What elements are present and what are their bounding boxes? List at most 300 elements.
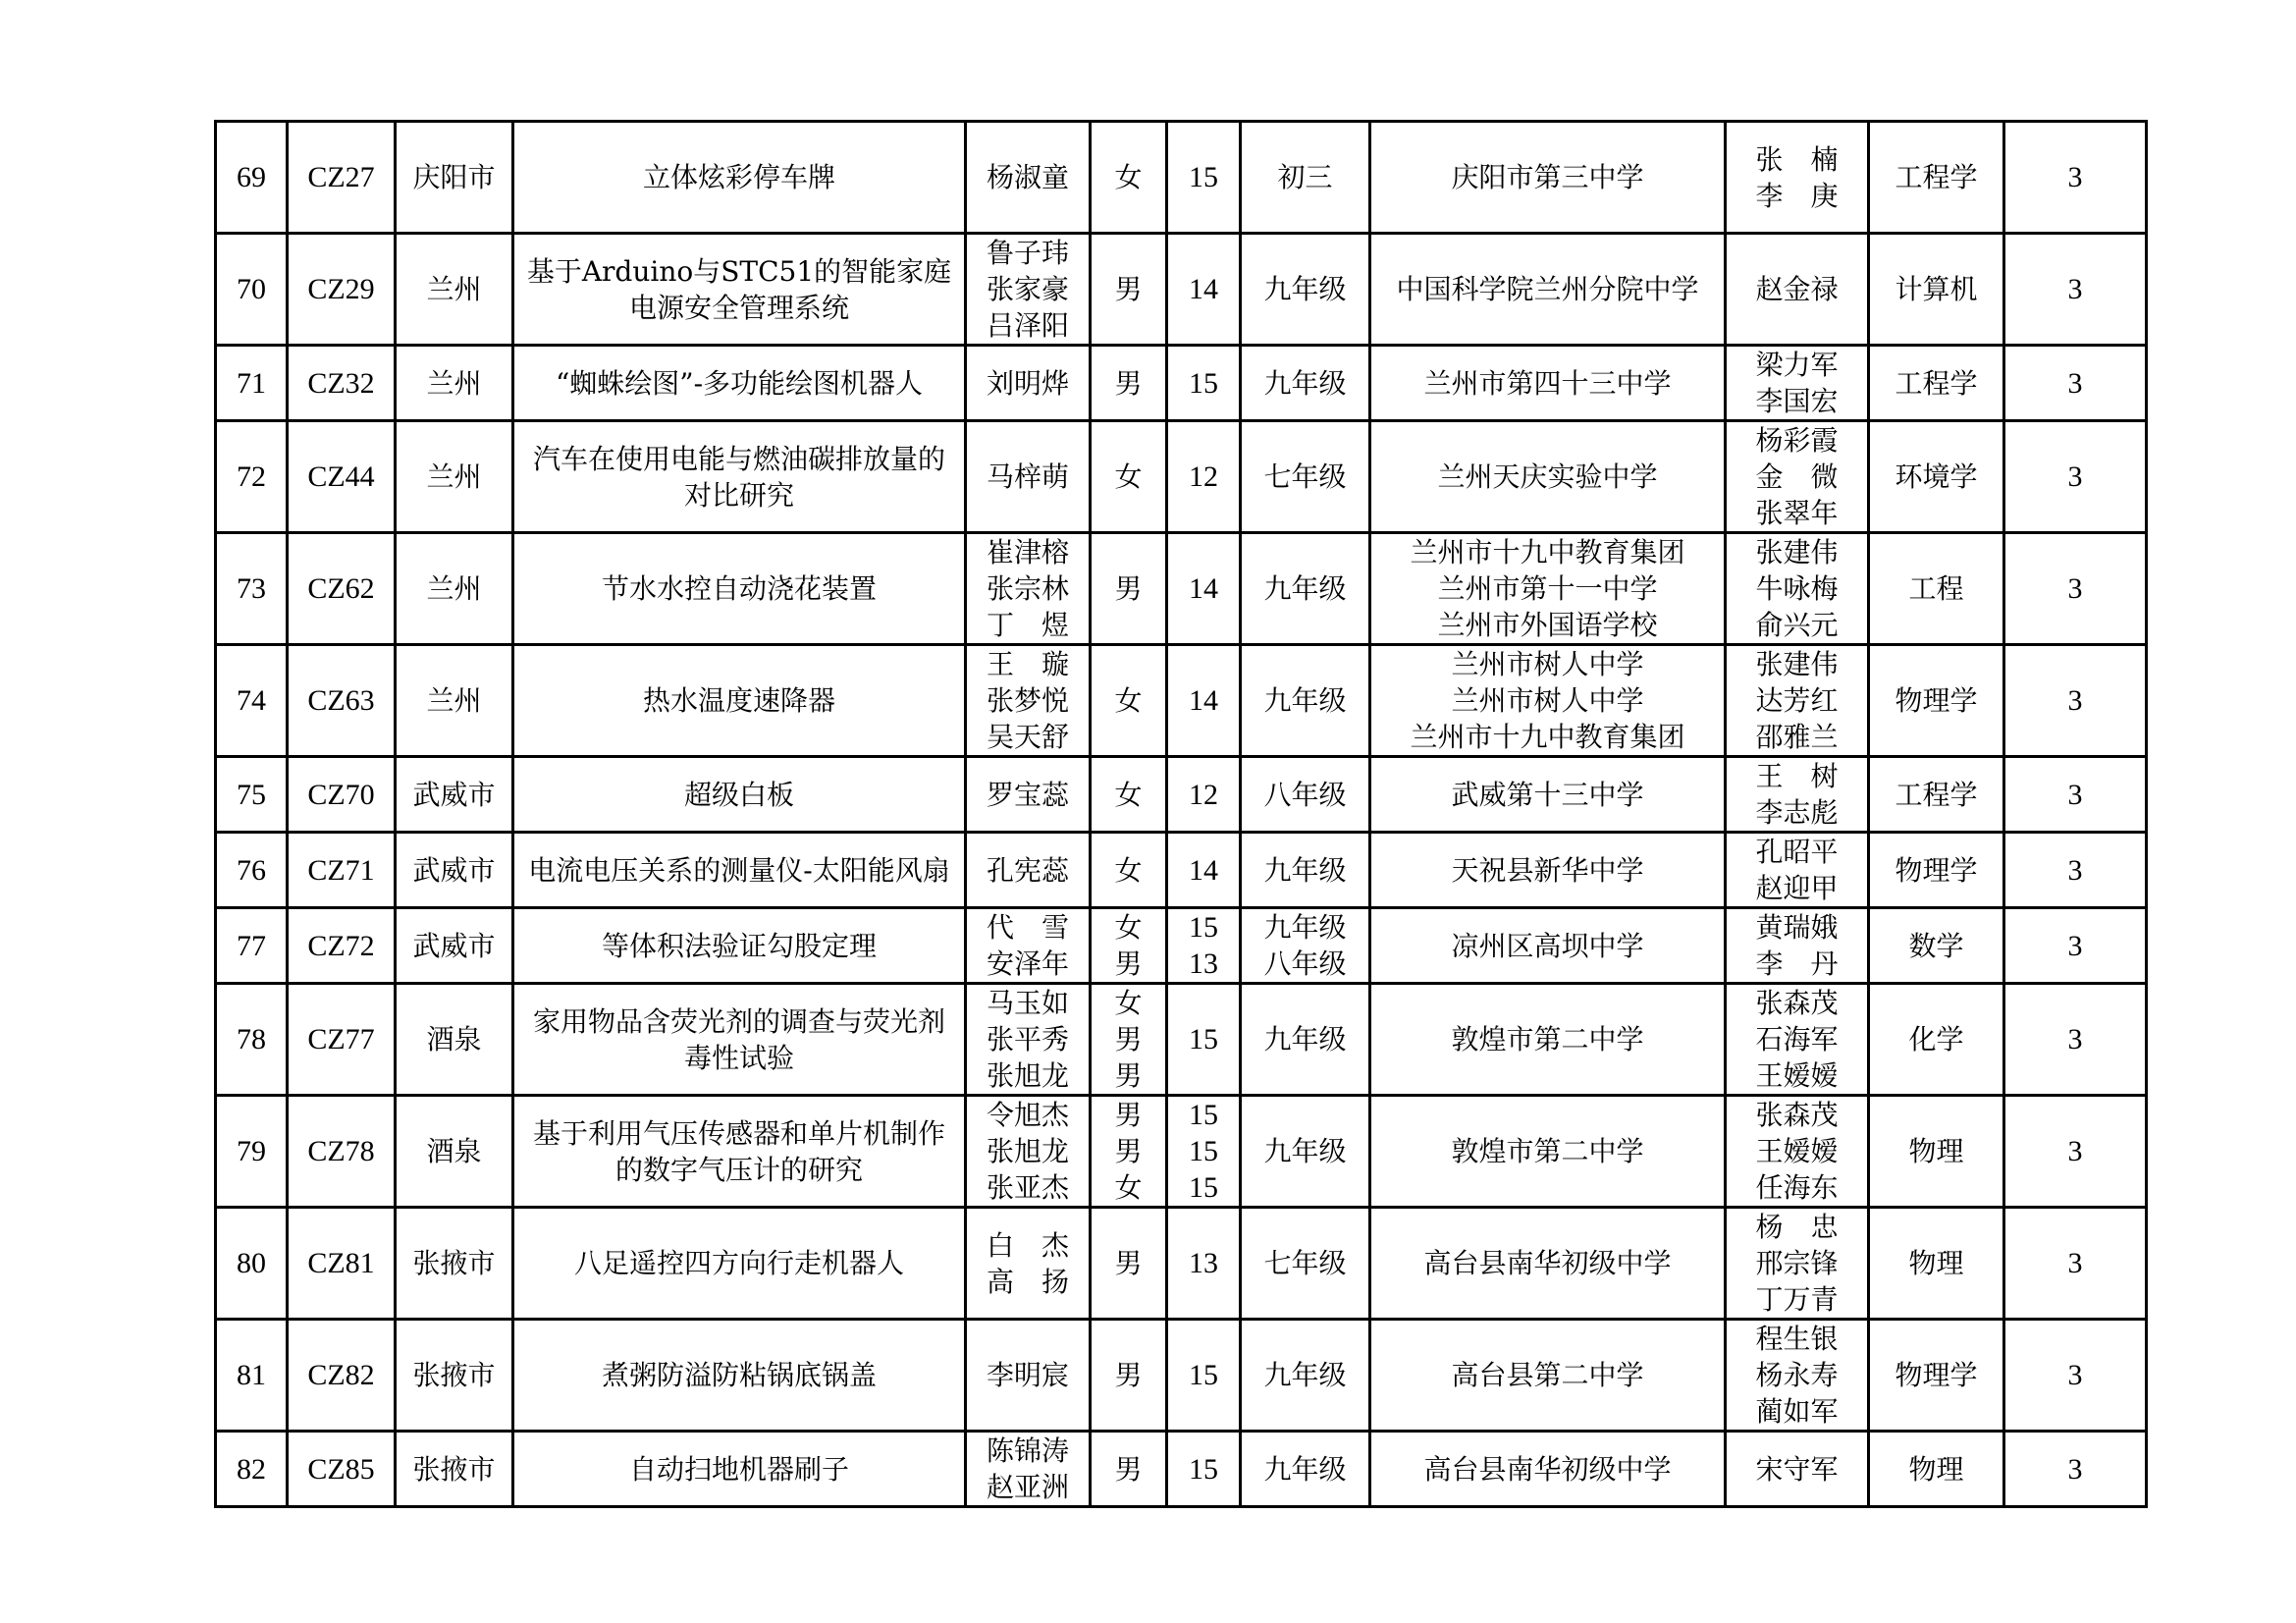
cell-no: 71 — [216, 346, 288, 421]
table-row — [216, 908, 2147, 984]
cell-age-line: 15 — [1189, 911, 1218, 944]
cell-students — [966, 421, 1091, 533]
cell-teachers — [1726, 757, 1869, 833]
cell-age-line: 15 — [1189, 1359, 1218, 1391]
cell-gender-line: 男 — [1114, 1023, 1143, 1055]
cell-students-line: 杨淑童 — [986, 161, 1069, 193]
cell-no: 75 — [216, 757, 288, 833]
cell-teachers-line: 张森茂 — [1755, 1099, 1839, 1131]
cell-teachers-line: 金 微 — [1755, 460, 1839, 493]
cell-age-line: 15 — [1189, 1452, 1218, 1486]
cell-teachers-line: 达芳红 — [1755, 684, 1839, 717]
cell-teachers — [1726, 908, 1869, 984]
cell-grade-line: 九年级 — [1263, 853, 1347, 887]
table-row — [216, 122, 2147, 234]
cell-field: 化学 — [1869, 984, 2004, 1096]
cell-region: 兰州 — [396, 421, 513, 533]
cell-age-line: 15 — [1189, 1171, 1218, 1204]
table-row — [216, 421, 2147, 533]
cell-gender-line: 女 — [1114, 1171, 1143, 1204]
cell-grade — [1241, 1208, 1370, 1320]
cell-students — [966, 234, 1091, 346]
cell-field: 物理学 — [1869, 645, 2004, 757]
cell-region: 兰州 — [396, 234, 513, 346]
cell-age-line: 14 — [1189, 853, 1218, 887]
cell-age — [1167, 533, 1241, 645]
cell-grade — [1241, 1432, 1370, 1507]
cell-gender-line: 男 — [1114, 1359, 1143, 1391]
cell-school — [1370, 346, 1726, 421]
cell-grade-line: 九年级 — [1263, 1452, 1347, 1486]
cell-age — [1167, 234, 1241, 346]
cell-field: 工程学 — [1869, 757, 2004, 833]
cell-award: 3 — [2004, 833, 2147, 908]
cell-school-line: 兰州天庆实验中学 — [1437, 460, 1658, 493]
cell-teachers — [1726, 645, 1869, 757]
cell-teachers — [1726, 1432, 1869, 1507]
cell-title: 八足遥控四方向行走机器人 — [513, 1208, 966, 1320]
cell-teachers — [1726, 1208, 1869, 1320]
cell-students-line: 鲁子玮 — [986, 237, 1069, 269]
cell-field: 工程学 — [1869, 346, 2004, 421]
cell-no: 70 — [216, 234, 288, 346]
cell-gender-line: 男 — [1114, 1135, 1143, 1167]
cell-gender — [1091, 122, 1167, 234]
cell-students-line: 吕泽阳 — [986, 309, 1069, 342]
cell-field: 工程学 — [1869, 122, 2004, 234]
cell-grade-line: 初三 — [1277, 161, 1333, 193]
cell-teachers-line: 赵迎甲 — [1755, 872, 1839, 904]
cell-region: 兰州 — [396, 346, 513, 421]
cell-award: 3 — [2004, 1096, 2147, 1208]
cell-field: 环境学 — [1869, 421, 2004, 533]
cell-school-line: 兰州市外国语学校 — [1437, 609, 1658, 641]
cell-school — [1370, 122, 1726, 234]
table-row — [216, 645, 2147, 757]
cell-school — [1370, 757, 1726, 833]
cell-students-line: 令旭杰 — [986, 1099, 1069, 1131]
cell-school — [1370, 1096, 1726, 1208]
cell-students — [966, 122, 1091, 234]
cell-gender — [1091, 346, 1167, 421]
cell-award: 3 — [2004, 122, 2147, 234]
cell-age-line: 14 — [1189, 273, 1218, 305]
cell-school-line: 天祝县新华中学 — [1451, 853, 1644, 887]
cell-teachers — [1726, 234, 1869, 346]
cell-students-line: 高 扬 — [986, 1265, 1069, 1298]
cell-code: CZ29 — [288, 234, 396, 346]
award-table — [214, 120, 2148, 1508]
cell-grade-line: 九年级 — [1263, 1023, 1347, 1055]
cell-award: 3 — [2004, 346, 2147, 421]
cell-gender-line: 男 — [1114, 572, 1143, 605]
cell-gender — [1091, 1320, 1167, 1432]
cell-award: 3 — [2004, 533, 2147, 645]
cell-title: 汽车在使用电能与燃油碳排放量的对比研究 — [513, 421, 966, 533]
cell-age-line: 15 — [1189, 161, 1218, 193]
cell-no: 76 — [216, 833, 288, 908]
cell-school — [1370, 533, 1726, 645]
cell-award: 3 — [2004, 1320, 2147, 1432]
cell-grade — [1241, 346, 1370, 421]
cell-gender-line: 男 — [1114, 1452, 1143, 1486]
cell-no: 73 — [216, 533, 288, 645]
cell-teachers-line: 杨 忠 — [1755, 1211, 1839, 1243]
cell-title: 超级白板 — [513, 757, 966, 833]
cell-school — [1370, 1432, 1726, 1507]
cell-gender — [1091, 645, 1167, 757]
cell-age — [1167, 1432, 1241, 1507]
cell-title: “蜘蛛绘图”-多功能绘图机器人 — [513, 346, 966, 421]
cell-gender — [1091, 421, 1167, 533]
cell-teachers-line: 张翠年 — [1755, 497, 1839, 529]
cell-school-line: 兰州市十九中教育集团 — [1410, 536, 1685, 568]
cell-teachers-line: 李志彪 — [1755, 796, 1839, 829]
cell-region: 武威市 — [396, 757, 513, 833]
cell-students — [966, 1432, 1091, 1507]
cell-gender — [1091, 833, 1167, 908]
cell-students-line: 代 雪 — [986, 911, 1069, 944]
cell-teachers-line: 孔昭平 — [1755, 836, 1839, 868]
cell-no: 72 — [216, 421, 288, 533]
cell-students-line: 白 杰 — [986, 1228, 1069, 1262]
cell-gender-line: 男 — [1114, 1059, 1143, 1092]
table-row — [216, 234, 2147, 346]
cell-age-line: 13 — [1189, 1247, 1218, 1279]
cell-age-line: 14 — [1189, 684, 1218, 717]
cell-title: 等体积法验证勾股定理 — [513, 908, 966, 984]
cell-title: 节水水控自动浇花装置 — [513, 533, 966, 645]
cell-students-line: 张宗林 — [986, 572, 1069, 605]
cell-students-line: 刘明烨 — [986, 366, 1069, 400]
cell-grade-line: 七年级 — [1263, 460, 1347, 493]
cell-school-line: 兰州市树人中学 — [1451, 684, 1644, 717]
cell-grade — [1241, 1320, 1370, 1432]
cell-gender — [1091, 908, 1167, 984]
cell-grade — [1241, 645, 1370, 757]
cell-school-line: 中国科学院兰州分院中学 — [1396, 273, 1699, 305]
cell-school — [1370, 908, 1726, 984]
cell-gender — [1091, 533, 1167, 645]
cell-students-line: 马梓萌 — [986, 460, 1069, 493]
cell-no: 78 — [216, 984, 288, 1096]
table-row — [216, 984, 2147, 1096]
cell-age — [1167, 1208, 1241, 1320]
cell-region: 酒泉 — [396, 984, 513, 1096]
cell-school-line: 兰州市第四十三中学 — [1423, 366, 1672, 400]
cell-teachers — [1726, 122, 1869, 234]
cell-no: 74 — [216, 645, 288, 757]
cell-award: 3 — [2004, 421, 2147, 533]
cell-title: 电流电压关系的测量仪-太阳能风扇 — [513, 833, 966, 908]
cell-teachers-line: 张森茂 — [1755, 987, 1839, 1019]
cell-region: 武威市 — [396, 833, 513, 908]
cell-field: 物理学 — [1869, 1320, 2004, 1432]
cell-students — [966, 1320, 1091, 1432]
cell-teachers-line: 王 树 — [1755, 760, 1839, 792]
cell-gender — [1091, 757, 1167, 833]
cell-teachers-line: 李 庚 — [1755, 179, 1839, 212]
cell-students — [966, 833, 1091, 908]
cell-students-line: 马玉如 — [986, 987, 1069, 1019]
cell-award: 3 — [2004, 1432, 2147, 1507]
cell-grade — [1241, 1096, 1370, 1208]
cell-award: 3 — [2004, 757, 2147, 833]
cell-gender-line: 女 — [1114, 778, 1143, 811]
cell-gender-line: 男 — [1114, 1099, 1143, 1131]
cell-gender — [1091, 234, 1167, 346]
cell-teachers-line: 李 丹 — [1755, 947, 1839, 980]
cell-grade-line: 八年级 — [1263, 778, 1347, 811]
table-row — [216, 1096, 2147, 1208]
cell-students — [966, 908, 1091, 984]
cell-gender — [1091, 1208, 1167, 1320]
cell-teachers-line: 邵雅兰 — [1755, 721, 1839, 753]
cell-gender-line: 男 — [1114, 947, 1143, 980]
cell-teachers-line: 张 楠 — [1755, 142, 1839, 176]
cell-age — [1167, 757, 1241, 833]
cell-school-line: 敦煌市第二中学 — [1451, 1135, 1644, 1167]
cell-school — [1370, 421, 1726, 533]
cell-school — [1370, 984, 1726, 1096]
cell-students-line: 王 璇 — [986, 648, 1069, 680]
cell-students-line: 张亚杰 — [986, 1171, 1069, 1204]
cell-teachers — [1726, 1320, 1869, 1432]
cell-teachers-line: 丁万青 — [1755, 1283, 1839, 1316]
cell-teachers-line: 张建伟 — [1755, 536, 1839, 568]
cell-title: 热水温度速降器 — [513, 645, 966, 757]
table-row — [216, 833, 2147, 908]
cell-school — [1370, 645, 1726, 757]
cell-grade-line: 九年级 — [1263, 1359, 1347, 1391]
cell-students-line: 张旭龙 — [986, 1059, 1069, 1092]
cell-region: 庆阳市 — [396, 122, 513, 234]
cell-school-line: 庆阳市第三中学 — [1451, 161, 1644, 193]
cell-no: 79 — [216, 1096, 288, 1208]
cell-school-line: 兰州市十九中教育集团 — [1410, 721, 1685, 753]
cell-grade-line: 九年级 — [1263, 1135, 1347, 1167]
table-row — [216, 346, 2147, 421]
cell-students — [966, 346, 1091, 421]
cell-age-line: 15 — [1189, 1135, 1218, 1167]
cell-gender — [1091, 1096, 1167, 1208]
cell-award: 3 — [2004, 1208, 2147, 1320]
cell-region: 武威市 — [396, 908, 513, 984]
cell-age — [1167, 908, 1241, 984]
cell-grade-line: 八年级 — [1263, 947, 1347, 980]
cell-no: 81 — [216, 1320, 288, 1432]
cell-grade — [1241, 757, 1370, 833]
cell-code: CZ27 — [288, 122, 396, 234]
cell-teachers-line: 邢宗锋 — [1755, 1247, 1839, 1279]
cell-title: 基于Arduino与STC51的智能家庭电源安全管理系统 — [513, 234, 966, 346]
cell-teachers-line: 张建伟 — [1755, 648, 1839, 680]
cell-students — [966, 1096, 1091, 1208]
cell-school-line: 高台县第二中学 — [1451, 1359, 1644, 1391]
cell-code: CZ71 — [288, 833, 396, 908]
cell-students — [966, 1208, 1091, 1320]
cell-grade-line: 九年级 — [1263, 572, 1347, 605]
cell-school-line: 兰州市第十一中学 — [1437, 572, 1658, 605]
cell-award: 3 — [2004, 984, 2147, 1096]
cell-teachers-line: 任海东 — [1755, 1171, 1839, 1204]
cell-school-line: 凉州区高坝中学 — [1451, 929, 1644, 962]
cell-code: CZ77 — [288, 984, 396, 1096]
cell-students-line: 罗宝蕊 — [986, 778, 1069, 811]
cell-school-line: 敦煌市第二中学 — [1451, 1023, 1644, 1055]
cell-age — [1167, 346, 1241, 421]
cell-code: CZ70 — [288, 757, 396, 833]
cell-field: 物理 — [1869, 1096, 2004, 1208]
cell-grade-line: 九年级 — [1263, 366, 1347, 400]
cell-students-line: 张梦悦 — [986, 684, 1069, 717]
table-row — [216, 1432, 2147, 1507]
cell-school — [1370, 833, 1726, 908]
table-row — [216, 1320, 2147, 1432]
cell-gender-line: 女 — [1114, 853, 1143, 887]
cell-grade-line: 七年级 — [1263, 1247, 1347, 1279]
cell-award: 3 — [2004, 234, 2147, 346]
cell-teachers-line: 杨永寿 — [1755, 1359, 1839, 1391]
cell-school — [1370, 1208, 1726, 1320]
cell-gender-line: 女 — [1114, 684, 1143, 717]
cell-school-line: 高台县南华初级中学 — [1423, 1247, 1672, 1279]
cell-grade — [1241, 122, 1370, 234]
cell-title: 基于利用气压传感器和单片机制作的数字气压计的研究 — [513, 1096, 966, 1208]
cell-field: 物理学 — [1869, 833, 2004, 908]
cell-teachers — [1726, 346, 1869, 421]
cell-age-line: 12 — [1189, 778, 1218, 811]
cell-title: 家用物品含荧光剂的调查与荧光剂毒性试验 — [513, 984, 966, 1096]
cell-field: 工程 — [1869, 533, 2004, 645]
cell-teachers-line: 黄瑞娥 — [1755, 911, 1839, 944]
cell-title: 立体炫彩停车牌 — [513, 122, 966, 234]
cell-region: 张掖市 — [396, 1208, 513, 1320]
cell-title: 自动扫地机器刷子 — [513, 1432, 966, 1507]
cell-no: 77 — [216, 908, 288, 984]
cell-school — [1370, 1320, 1726, 1432]
cell-students — [966, 757, 1091, 833]
cell-gender-line: 男 — [1114, 1247, 1143, 1279]
cell-region: 兰州 — [396, 533, 513, 645]
cell-school-line: 高台县南华初级中学 — [1423, 1452, 1672, 1486]
cell-students-line: 张家豪 — [986, 273, 1069, 305]
cell-age — [1167, 984, 1241, 1096]
cell-students-line: 吴天舒 — [986, 721, 1069, 753]
cell-grade — [1241, 833, 1370, 908]
cell-title: 煮粥防溢防粘锅底锅盖 — [513, 1320, 966, 1432]
cell-age-line: 15 — [1189, 366, 1218, 400]
cell-students-line: 陈锦涛 — [986, 1434, 1069, 1467]
cell-age — [1167, 421, 1241, 533]
cell-teachers-line: 王嫒嫒 — [1755, 1059, 1839, 1092]
cell-teachers — [1726, 421, 1869, 533]
cell-age-line: 12 — [1189, 460, 1218, 493]
cell-grade — [1241, 984, 1370, 1096]
cell-grade-line: 九年级 — [1263, 911, 1347, 944]
cell-gender-line: 女 — [1114, 911, 1143, 944]
cell-grade — [1241, 421, 1370, 533]
cell-students-line: 崔津榕 — [986, 536, 1069, 568]
cell-gender-line: 女 — [1114, 161, 1143, 193]
cell-code: CZ81 — [288, 1208, 396, 1320]
cell-region: 兰州 — [396, 645, 513, 757]
cell-code: CZ32 — [288, 346, 396, 421]
cell-students-line: 安泽年 — [986, 947, 1069, 980]
cell-code: CZ62 — [288, 533, 396, 645]
cell-age-line: 13 — [1189, 947, 1218, 980]
cell-grade-line: 九年级 — [1263, 273, 1347, 305]
cell-field: 物理 — [1869, 1208, 2004, 1320]
cell-gender-line: 男 — [1114, 273, 1143, 305]
cell-code: CZ78 — [288, 1096, 396, 1208]
cell-award: 3 — [2004, 645, 2147, 757]
cell-students — [966, 533, 1091, 645]
cell-region: 酒泉 — [396, 1096, 513, 1208]
cell-teachers — [1726, 984, 1869, 1096]
cell-age — [1167, 1096, 1241, 1208]
cell-school-line: 兰州市树人中学 — [1451, 648, 1644, 680]
table-row — [216, 1208, 2147, 1320]
cell-gender — [1091, 1432, 1167, 1507]
cell-field: 数学 — [1869, 908, 2004, 984]
cell-teachers — [1726, 833, 1869, 908]
cell-teachers-line: 李国宏 — [1755, 385, 1839, 417]
cell-teachers-line: 王嫒嫒 — [1755, 1135, 1839, 1167]
table-body — [216, 122, 2147, 1507]
cell-age — [1167, 122, 1241, 234]
cell-teachers-line: 蔺如军 — [1755, 1395, 1839, 1428]
cell-teachers-line: 梁力军 — [1755, 349, 1839, 381]
cell-students-line: 张旭龙 — [986, 1135, 1069, 1167]
cell-grade — [1241, 908, 1370, 984]
cell-teachers-line: 牛咏梅 — [1755, 572, 1839, 605]
cell-code: CZ44 — [288, 421, 396, 533]
cell-school-line: 武威第十三中学 — [1451, 778, 1644, 811]
cell-field: 物理 — [1869, 1432, 2004, 1507]
cell-grade — [1241, 533, 1370, 645]
cell-grade — [1241, 234, 1370, 346]
table-row — [216, 533, 2147, 645]
cell-code: CZ72 — [288, 908, 396, 984]
cell-students-line: 孔宪蕊 — [986, 853, 1069, 887]
cell-code: CZ82 — [288, 1320, 396, 1432]
cell-no: 82 — [216, 1432, 288, 1507]
cell-age-line: 14 — [1189, 572, 1218, 605]
cell-age — [1167, 1320, 1241, 1432]
cell-students-line: 李明宸 — [986, 1359, 1069, 1391]
cell-age — [1167, 645, 1241, 757]
cell-teachers — [1726, 1096, 1869, 1208]
cell-students-line: 张平秀 — [986, 1023, 1069, 1055]
cell-award: 3 — [2004, 908, 2147, 984]
cell-students — [966, 984, 1091, 1096]
cell-age-line: 15 — [1189, 1099, 1218, 1131]
cell-code: CZ63 — [288, 645, 396, 757]
cell-teachers-line: 赵金禄 — [1755, 273, 1839, 305]
cell-code: CZ85 — [288, 1432, 396, 1507]
cell-teachers — [1726, 533, 1869, 645]
cell-gender — [1091, 984, 1167, 1096]
cell-students-line: 赵亚洲 — [986, 1471, 1069, 1503]
cell-gender-line: 女 — [1114, 460, 1143, 493]
cell-teachers-line: 石海军 — [1755, 1023, 1839, 1055]
cell-teachers-line: 俞兴元 — [1755, 609, 1839, 641]
cell-age-line: 15 — [1189, 1023, 1218, 1055]
cell-teachers-line: 杨彩霞 — [1755, 424, 1839, 457]
cell-no: 69 — [216, 122, 288, 234]
cell-no: 80 — [216, 1208, 288, 1320]
